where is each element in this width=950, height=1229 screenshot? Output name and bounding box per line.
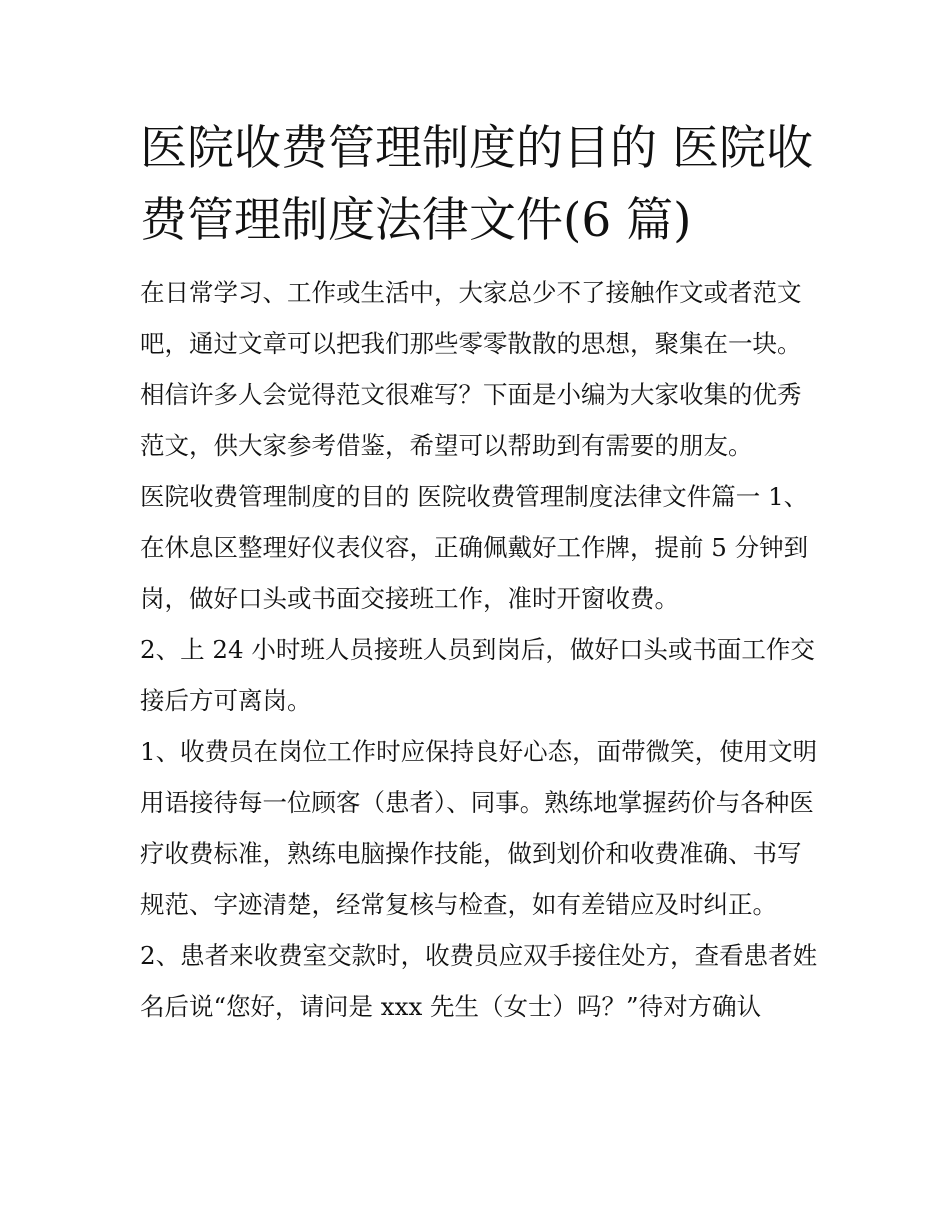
document-content (140, 113, 820, 1032)
paragraph-handover: 2、上 24 小时班人员接班人员到岗后，做好口头或书面工作交接后方可离岗。 (140, 635, 815, 715)
paragraph-section-one: 医院收费管理制度的目的 医院收费管理制度法律文件篇一 1、在休息区整理好仪表仪容，正确佩戴好工作牌，提前 5 分钟到岗，做好口头或书面交接班工作，准时开窗收费。 (140, 482, 809, 613)
paragraph-payment: 2、患者来收费室交款时，收费员应双手接住处方，查看患者姓名后说“您好，请问是 xxx 先生（女士）吗？”待对方确认 (140, 941, 818, 1021)
paragraph-conduct: 1、收费员在岗位工作时应保持良好心态，面带微笑，使用文明用语接待每一位顾客（患者）、同事。熟练地掌握药价与各种医疗收费标准，熟练电脑操作技能，做到划价和收费准确、书写规范、字迹清楚，经常复核与检查，如有差错应及时纠正。 (140, 737, 818, 919)
document-body (140, 267, 820, 1032)
document-title: 医院收费管理制度的目的 医院收费管理制度法律文件(6 篇) (140, 121, 813, 248)
paragraph-intro: 在日常学习、工作或生活中，大家总少不了接触作文或者范文吧，通过文章可以把我们那些零零散散的思想，聚集在一块。相信许多人会觉得范文很难写？下面是小编为大家收集的优秀范文，供大家参考借鉴，希望可以帮助到有需要的朋友。 (140, 278, 802, 460)
